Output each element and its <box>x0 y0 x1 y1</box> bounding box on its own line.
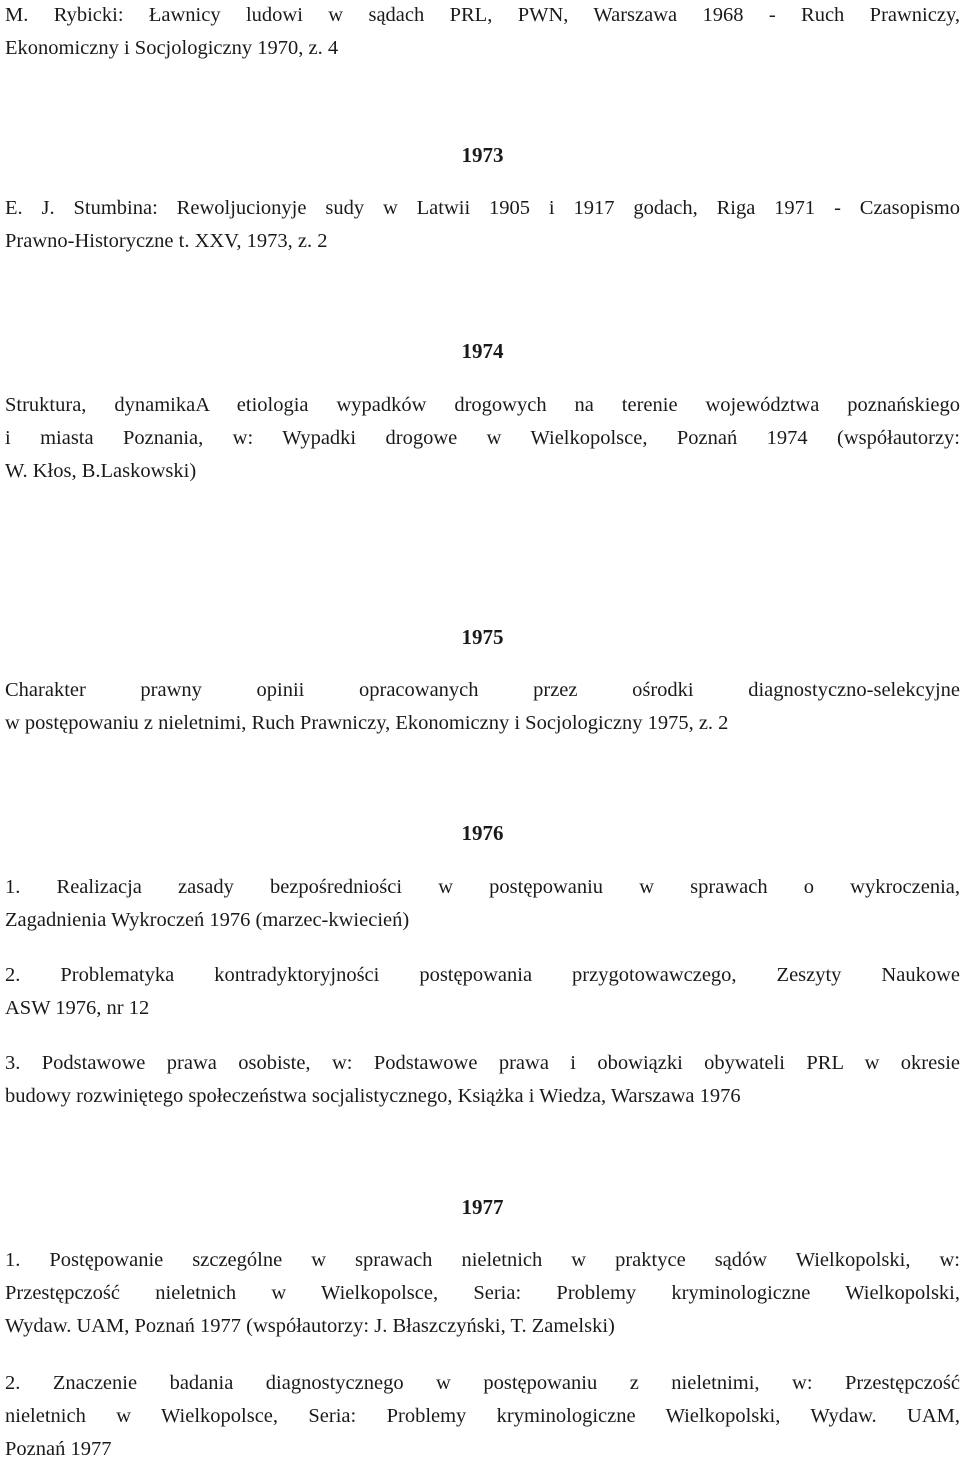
entry-line: i miasta Poznania, w: Wypadki drogowe w Wielkopolsce, Poznań 1974 (współautorzy: <box>5 427 960 449</box>
entry-line: Wydaw. UAM, Poznań 1977 (współautorzy: J. Błaszczyński, T. Zamelski) <box>5 1315 615 1337</box>
entry-line: 3. Podstawowe prawa osobiste, w: Podstawowe prawa i obowiązki obywateli PRL w okresie <box>5 1052 960 1074</box>
entry-line: 2. Znaczenie badania diagnostycznego w postępowaniu z nieletnimi, w: Przestępczość <box>5 1372 960 1394</box>
entry-line: Charakter prawny opinii opracowanych przez ośrodki diagnostyczno-selekcyjne <box>5 679 960 701</box>
entry-line: E. J. Stumbina: Rewoljucionyje sudy w Latwii 1905 i 1917 godach, Riga 1971 - Czasopismo <box>5 197 960 219</box>
entry-line: budowy rozwiniętego społeczeństwa socjalistycznego, Książka i Wiedza, Warszawa 1976 <box>5 1085 741 1107</box>
entry-line: M. Rybicki: Ławnicy ludowi w sądach PRL, PWN, Warszawa 1968 - Ruch Prawniczy, <box>5 4 960 26</box>
entry-line: Struktura, dynamikaA etiologia wypadków drogowych na terenie województwa poznańskiego <box>5 394 960 416</box>
entry-line: 1. Postępowanie szczególne w sprawach nieletnich w praktyce sądów Wielkopolski, w: <box>5 1249 960 1271</box>
entry-line: W. Kłos, B.Laskowski) <box>5 460 197 482</box>
entry-line: 1. Realizacja zasady bezpośredniości w postępowaniu w sprawach o wykroczenia, <box>5 876 960 898</box>
year-heading: 1977 <box>461 1195 504 1219</box>
entry-line: Zagadnienia Wykroczeń 1976 (marzec-kwiecień) <box>5 909 410 931</box>
entry-line: Przestępczość nieletnich w Wielkopolsce, Seria: Problemy kryminologiczne Wielkopolski, <box>5 1282 960 1304</box>
entry-line: Ekonomiczny i Socjologiczny 1970, z. 4 <box>5 37 339 59</box>
year-heading: 1973 <box>461 143 504 167</box>
entry-line: nieletnich w Wielkopolsce, Seria: Problemy kryminologiczne Wielkopolski, Wydaw. UAM, <box>5 1405 960 1427</box>
entry-line: w postępowaniu z nieletnimi, Ruch Prawniczy, Ekonomiczny i Socjologiczny 1975, z. 2 <box>5 712 729 734</box>
year-heading: 1975 <box>461 625 504 649</box>
entry-line: Poznań 1977 <box>5 1438 112 1460</box>
year-heading: 1974 <box>461 339 504 363</box>
entry-line: ASW 1976, nr 12 <box>5 997 150 1019</box>
entry-line: Prawno-Historyczne t. XXV, 1973, z. 2 <box>5 230 328 252</box>
entry-line: 2. Problematyka kontradyktoryjności postępowania przygotowawczego, Zeszyty Naukowe <box>5 964 960 986</box>
year-heading: 1976 <box>461 821 504 845</box>
